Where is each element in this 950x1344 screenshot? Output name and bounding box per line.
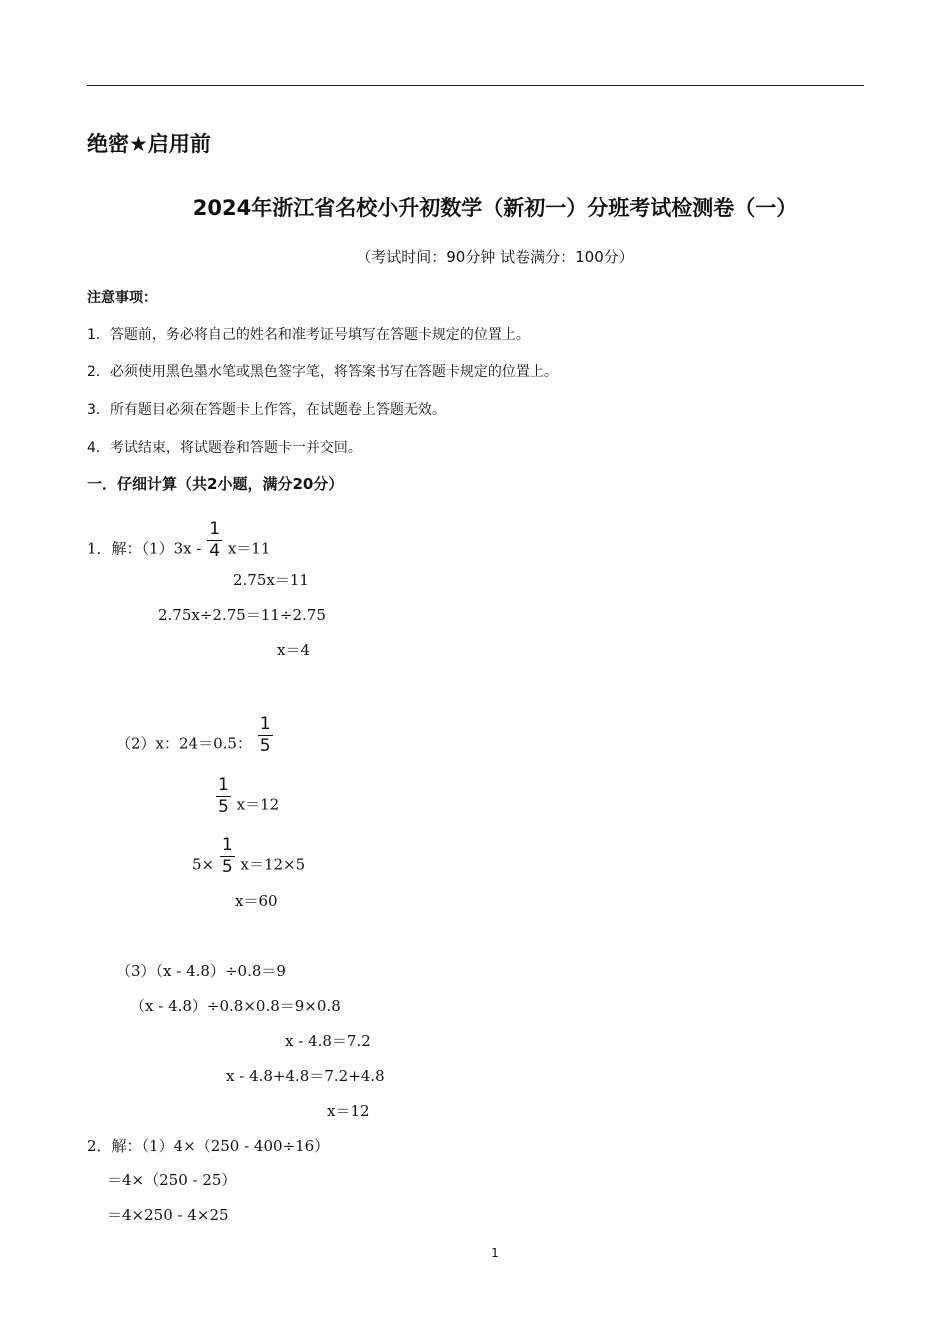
q1-p2-line2-suffix: x＝12 [236, 795, 280, 814]
fraction-denominator: 5 [259, 736, 271, 756]
note-item: 4．考试结束，将试题卷和答题卡一并交回。 [87, 440, 362, 456]
page-number: 1 [491, 1246, 499, 1260]
exam-subtitle: （考试时间：90分钟 试卷满分：100分） [356, 248, 634, 266]
q2-line2: ＝4×（250 - 25） [107, 1171, 237, 1189]
q1-p2-line1 [116, 714, 274, 764]
q1-p3-line3: x - 4.8＝7.2 [285, 1032, 371, 1050]
q1-p2-line3-suffix: x＝12×5 [240, 855, 306, 874]
fraction-numerator: 1 [221, 835, 233, 855]
q1-p2-line1-prefix: （2）x：24＝0.5： [116, 734, 252, 753]
fraction-denominator: 4 [209, 541, 221, 561]
q1-p2-line3-prefix: 5× [192, 855, 215, 874]
q1-p1-suffix: x＝11 [227, 539, 271, 558]
q2-line3: ＝4×250 - 4×25 [107, 1206, 229, 1224]
note-item: 2．必须使用黑色墨水笔或黑色签字笔，将答案书写在答题卡规定的位置上。 [87, 364, 558, 380]
fraction-numerator: 1 [218, 775, 229, 795]
exam-title: 2024年浙江省名校小升初数学（新初一）分班考试检测卷（一） [192, 196, 798, 220]
notes-heading: 注意事项： [87, 290, 157, 306]
fraction-one-fifth [220, 837, 235, 876]
header-rule [87, 85, 864, 86]
q1-p2-line3 [192, 835, 306, 885]
fraction-numerator: 1 [259, 714, 271, 734]
fraction-denominator: 5 [218, 797, 229, 817]
q1-p3-line4: x - 4.8+4.8＝7.2+4.8 [226, 1067, 385, 1085]
fraction-one-quarter [207, 521, 222, 560]
fraction-numerator: 1 [209, 519, 221, 539]
note-item: 1．答题前，务必将自己的姓名和准考证号填写在答题卡规定的位置上。 [87, 327, 530, 343]
secret-label: 绝密★启用前 [87, 132, 211, 156]
q1-p2-line2 [215, 775, 280, 825]
q1-p1-prefix: 1．解：（1）3x - [87, 539, 202, 558]
q2-line1: 2．解：（1）4×（250 - 400÷16） [87, 1137, 330, 1155]
q1-p3-line2: （x - 4.8）÷0.8×0.8＝9×0.8 [130, 997, 341, 1015]
fraction-one-fifth [258, 716, 273, 755]
section-heading: 一．仔细计算（共2小题，满分20分） [87, 475, 344, 493]
q1-p1-line2: 2.75x＝11 [233, 571, 309, 589]
q1-p2-line4: x＝60 [235, 892, 278, 910]
q1-p1-line1 [87, 519, 271, 569]
fraction-denominator: 5 [221, 857, 233, 877]
q1-p1-line4: x＝4 [277, 641, 311, 659]
q1-p3-line5: x＝12 [327, 1102, 370, 1120]
q1-p1-line3: 2.75x÷2.75＝11÷2.75 [158, 606, 326, 624]
note-item: 3．所有题目必须在答题卡上作答，在试题卷上答题无效。 [87, 402, 446, 418]
fraction-one-fifth [216, 777, 231, 816]
q1-p3-line1: （3）（x - 4.8）÷0.8＝9 [116, 962, 286, 980]
